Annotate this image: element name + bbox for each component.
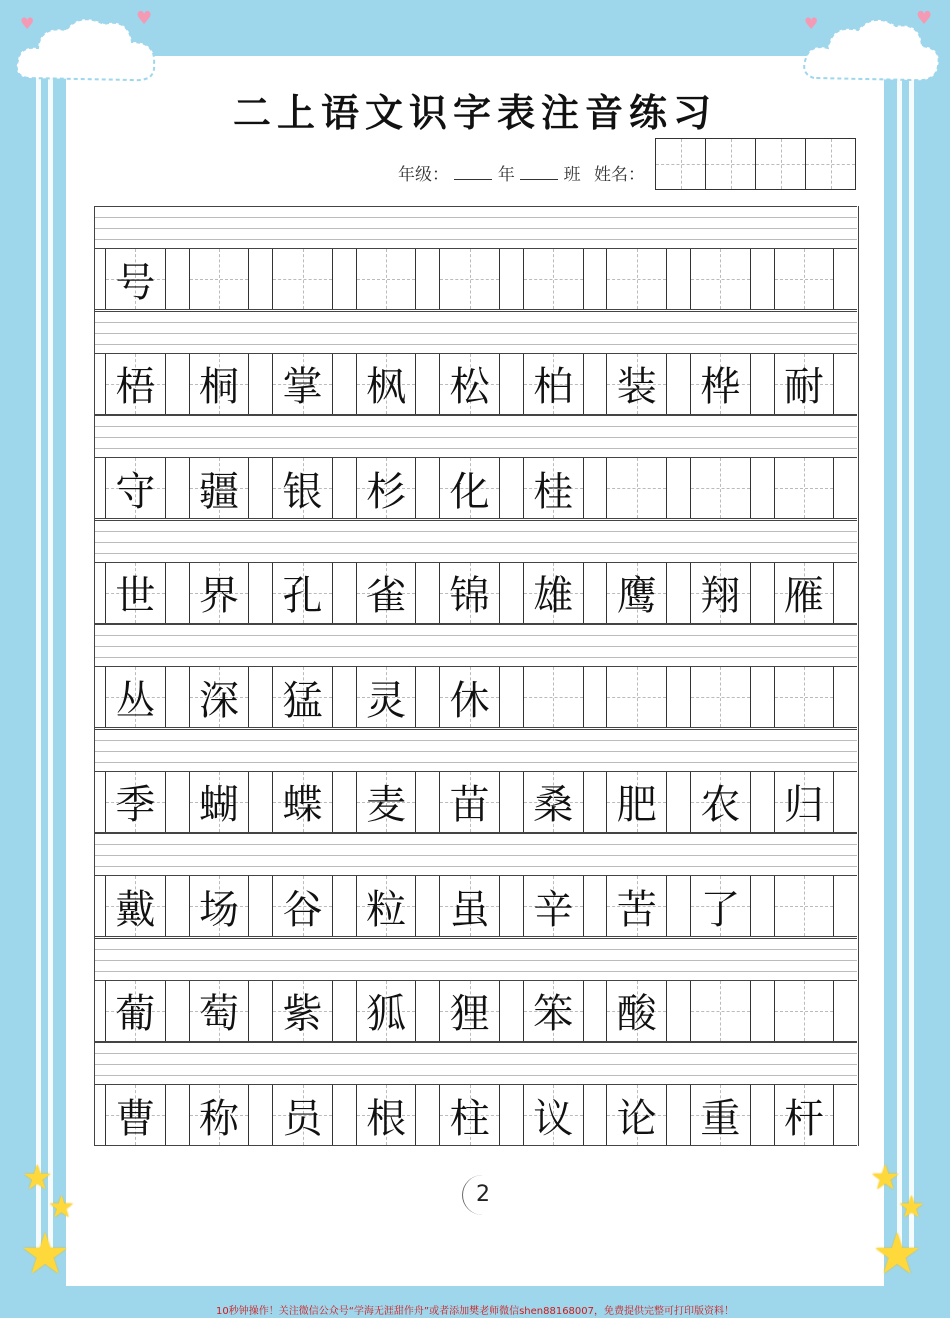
character: 装 bbox=[616, 364, 657, 410]
heart-icon: ♥ bbox=[20, 14, 35, 33]
character: 粒 bbox=[366, 886, 407, 933]
star-icon: ★ bbox=[22, 1158, 53, 1198]
pinyin-lines[interactable] bbox=[94, 520, 857, 562]
character: 萄 bbox=[198, 991, 239, 1037]
practice-row bbox=[94, 1042, 857, 1147]
character: 称 bbox=[198, 1095, 239, 1142]
character-box bbox=[690, 563, 751, 623]
character-box[interactable] bbox=[690, 981, 751, 1041]
footer-note: 10秒钟操作！关注微信公众号“学海无涯甜作舟”或者添加樊老师微信shen88168007，免费提供完整可打印版资料！ bbox=[215, 1306, 735, 1317]
pinyin-lines[interactable] bbox=[94, 938, 857, 980]
character-box bbox=[189, 458, 250, 518]
character: 桂 bbox=[533, 468, 574, 515]
practice-row bbox=[94, 938, 857, 1043]
character-box bbox=[439, 981, 500, 1041]
character-box[interactable] bbox=[523, 667, 584, 727]
character-box[interactable] bbox=[690, 458, 751, 518]
character-box bbox=[356, 563, 417, 623]
character: 蝶 bbox=[282, 782, 323, 828]
character: 柏 bbox=[533, 364, 574, 410]
character: 肥 bbox=[616, 782, 657, 828]
character-row bbox=[94, 666, 857, 728]
pinyin-lines[interactable] bbox=[94, 1042, 857, 1084]
grade-blank[interactable] bbox=[454, 163, 492, 180]
character-box bbox=[523, 876, 584, 936]
character: 狐 bbox=[366, 991, 407, 1037]
character-box bbox=[774, 1085, 835, 1145]
character: 紫 bbox=[282, 991, 323, 1037]
character: 重 bbox=[700, 1095, 741, 1142]
character-box[interactable] bbox=[523, 249, 584, 309]
character-box bbox=[606, 563, 667, 623]
character-box bbox=[606, 981, 667, 1041]
character-box bbox=[606, 354, 667, 414]
character: 号 bbox=[115, 259, 156, 306]
character: 梧 bbox=[115, 364, 156, 410]
character: 界 bbox=[198, 573, 239, 619]
character: 虽 bbox=[449, 886, 490, 933]
practice-row bbox=[94, 520, 857, 625]
character-box bbox=[439, 563, 500, 623]
character-row bbox=[94, 875, 857, 937]
character-box bbox=[774, 563, 835, 623]
character: 休 bbox=[449, 677, 490, 724]
character-box bbox=[105, 563, 166, 623]
character-box bbox=[105, 249, 166, 309]
character: 疆 bbox=[198, 468, 239, 515]
character-box[interactable] bbox=[189, 249, 250, 309]
character: 蝴 bbox=[198, 782, 239, 828]
character-box bbox=[523, 772, 584, 832]
character-box bbox=[439, 876, 500, 936]
name-cell[interactable] bbox=[805, 138, 856, 190]
character-box bbox=[189, 354, 250, 414]
grade-label: 年级： bbox=[398, 165, 449, 185]
character-box bbox=[690, 1085, 751, 1145]
character-box bbox=[523, 1085, 584, 1145]
character-row bbox=[94, 353, 857, 415]
character: 桦 bbox=[700, 364, 741, 410]
character-box bbox=[523, 563, 584, 623]
border-stripe bbox=[48, 60, 53, 1248]
character-box[interactable] bbox=[272, 249, 333, 309]
character-box bbox=[272, 981, 333, 1041]
character: 猛 bbox=[282, 677, 323, 724]
character: 柱 bbox=[449, 1095, 490, 1142]
character-row bbox=[94, 457, 857, 519]
character: 笨 bbox=[533, 991, 574, 1037]
character-box[interactable] bbox=[774, 981, 835, 1041]
character-box bbox=[523, 354, 584, 414]
character-box bbox=[189, 1085, 250, 1145]
character: 翔 bbox=[700, 573, 741, 619]
heart-icon: ♥ bbox=[136, 8, 153, 29]
character-box bbox=[272, 354, 333, 414]
character-box bbox=[105, 876, 166, 936]
character-box bbox=[272, 458, 333, 518]
character: 银 bbox=[282, 468, 323, 515]
star-icon: ★ bbox=[872, 1222, 923, 1287]
character-box[interactable] bbox=[439, 249, 500, 309]
character-box bbox=[356, 981, 417, 1041]
class-blank[interactable] bbox=[520, 163, 558, 180]
character-box bbox=[690, 772, 751, 832]
character: 员 bbox=[282, 1095, 323, 1142]
character-box bbox=[272, 876, 333, 936]
character-grid bbox=[94, 206, 857, 1147]
character-box[interactable] bbox=[690, 667, 751, 727]
character-box bbox=[690, 354, 751, 414]
character: 谷 bbox=[282, 886, 323, 933]
character-box bbox=[105, 772, 166, 832]
character: 灵 bbox=[366, 677, 407, 724]
character-box[interactable] bbox=[606, 249, 667, 309]
character: 雄 bbox=[533, 573, 574, 619]
pinyin-lines[interactable] bbox=[94, 729, 857, 771]
character-box[interactable] bbox=[774, 249, 835, 309]
character: 麦 bbox=[366, 782, 407, 828]
character-box bbox=[105, 981, 166, 1041]
character-box bbox=[774, 772, 835, 832]
border-stripe bbox=[36, 60, 41, 1248]
character: 季 bbox=[115, 782, 156, 828]
character: 苗 bbox=[449, 782, 490, 828]
practice-row bbox=[94, 729, 857, 834]
practice-row bbox=[94, 833, 857, 938]
character: 狸 bbox=[449, 991, 490, 1037]
pinyin-lines[interactable] bbox=[94, 415, 857, 457]
character-box bbox=[356, 354, 417, 414]
character-box[interactable] bbox=[774, 458, 835, 518]
character-row bbox=[94, 562, 857, 624]
character-box bbox=[439, 667, 500, 727]
character: 鹰 bbox=[616, 573, 657, 619]
character-box[interactable] bbox=[690, 249, 751, 309]
character: 雁 bbox=[783, 573, 824, 619]
practice-row bbox=[94, 624, 857, 729]
character: 酸 bbox=[616, 991, 657, 1037]
name-cell[interactable] bbox=[705, 138, 756, 190]
character-box bbox=[272, 667, 333, 727]
star-icon: ★ bbox=[20, 1222, 71, 1287]
name-writing-box[interactable] bbox=[656, 138, 856, 190]
character-box bbox=[690, 876, 751, 936]
name-cell[interactable] bbox=[755, 138, 806, 190]
character-box bbox=[189, 667, 250, 727]
border-stripe bbox=[897, 60, 902, 1248]
character-box bbox=[606, 1085, 667, 1145]
character-box bbox=[356, 772, 417, 832]
character: 枫 bbox=[366, 364, 407, 410]
character: 深 bbox=[198, 677, 239, 724]
character-box bbox=[356, 458, 417, 518]
character-box[interactable] bbox=[774, 876, 835, 936]
character: 锦 bbox=[449, 573, 490, 619]
pinyin-lines[interactable] bbox=[94, 311, 857, 353]
character-row bbox=[94, 248, 857, 310]
character-box bbox=[356, 1085, 417, 1145]
border-stripe bbox=[909, 60, 914, 1248]
practice-row bbox=[94, 311, 857, 416]
character-box[interactable] bbox=[606, 667, 667, 727]
star-icon: ★ bbox=[870, 1158, 901, 1198]
character-box bbox=[272, 563, 333, 623]
character-box[interactable] bbox=[774, 667, 835, 727]
character-box bbox=[105, 1085, 166, 1145]
character-row bbox=[94, 1084, 857, 1146]
heart-icon: ♥ bbox=[804, 14, 819, 33]
character: 雀 bbox=[366, 573, 407, 619]
character-box bbox=[439, 458, 500, 518]
character: 议 bbox=[533, 1095, 574, 1142]
character-box bbox=[105, 667, 166, 727]
year-label: 年 bbox=[497, 165, 515, 185]
character: 根 bbox=[366, 1095, 407, 1142]
character: 戴 bbox=[115, 886, 156, 933]
character: 归 bbox=[783, 782, 824, 828]
character-box bbox=[189, 563, 250, 623]
character-box bbox=[439, 772, 500, 832]
character-box bbox=[606, 876, 667, 936]
name-label: 姓名： bbox=[594, 165, 646, 185]
character: 桐 bbox=[198, 364, 239, 410]
character-box[interactable] bbox=[606, 458, 667, 518]
name-cell[interactable] bbox=[655, 138, 706, 190]
character-box bbox=[523, 458, 584, 518]
character: 杆 bbox=[783, 1095, 824, 1142]
practice-row bbox=[94, 415, 857, 520]
page-title: 二上语文识字表注音练习 bbox=[232, 90, 717, 135]
character-box bbox=[189, 772, 250, 832]
character: 农 bbox=[700, 782, 741, 828]
character: 曹 bbox=[115, 1095, 156, 1142]
character-box bbox=[606, 772, 667, 832]
character-box bbox=[105, 354, 166, 414]
character-box bbox=[439, 1085, 500, 1145]
character-box bbox=[439, 354, 500, 414]
pinyin-lines[interactable] bbox=[94, 206, 857, 248]
heart-icon: ♥ bbox=[916, 8, 933, 29]
pinyin-lines[interactable] bbox=[94, 624, 857, 666]
character: 杉 bbox=[366, 468, 407, 515]
character-box bbox=[105, 458, 166, 518]
star-icon: ★ bbox=[48, 1190, 75, 1225]
character-row bbox=[94, 980, 857, 1042]
character: 了 bbox=[700, 886, 741, 933]
class-label: 班 bbox=[563, 165, 581, 185]
character: 辛 bbox=[533, 886, 574, 933]
character: 论 bbox=[616, 1095, 657, 1142]
pinyin-lines[interactable] bbox=[94, 833, 857, 875]
character: 桑 bbox=[533, 782, 574, 828]
character-box bbox=[189, 876, 250, 936]
character: 耐 bbox=[783, 364, 824, 410]
character-box bbox=[272, 772, 333, 832]
character-box bbox=[774, 354, 835, 414]
character: 守 bbox=[115, 468, 156, 515]
character: 场 bbox=[198, 886, 239, 933]
character: 苦 bbox=[616, 886, 657, 933]
character-box bbox=[272, 1085, 333, 1145]
character-row bbox=[94, 771, 857, 833]
practice-row bbox=[94, 206, 857, 311]
character-box bbox=[189, 981, 250, 1041]
character: 丛 bbox=[115, 677, 156, 724]
character-box bbox=[523, 981, 584, 1041]
character: 世 bbox=[115, 573, 156, 619]
character: 松 bbox=[449, 364, 490, 410]
student-info bbox=[398, 160, 645, 185]
character: 化 bbox=[449, 468, 490, 515]
character-box bbox=[356, 667, 417, 727]
character: 葡 bbox=[115, 991, 156, 1037]
character: 掌 bbox=[282, 364, 323, 410]
page-number: 2 bbox=[462, 1175, 503, 1215]
star-icon: ★ bbox=[898, 1190, 925, 1225]
character: 孔 bbox=[282, 573, 323, 619]
character-box bbox=[356, 876, 417, 936]
character-box[interactable] bbox=[356, 249, 417, 309]
